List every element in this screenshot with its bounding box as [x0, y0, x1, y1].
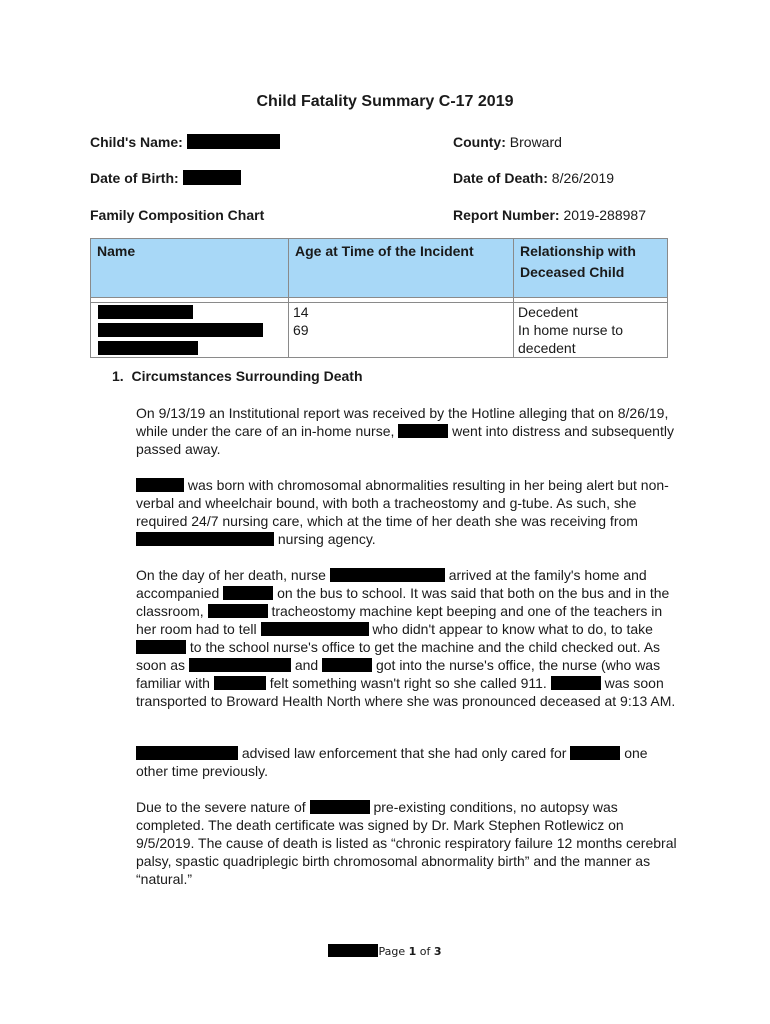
paragraph-text: who didn't appear to know what to do, to take: [372, 621, 653, 637]
paragraph-text: went into distress and subsequently passed away.: [136, 423, 674, 457]
paragraph-text: felt something wasn't right so she called 911.: [269, 675, 547, 691]
redaction: [187, 134, 280, 149]
page-number: 1: [408, 945, 417, 958]
redaction: [208, 604, 268, 618]
section-heading: 1. Circumstances Surrounding Death: [112, 368, 363, 384]
relationship-cell: [514, 303, 668, 358]
redaction: [136, 640, 186, 654]
paragraph-text: to the school nurse's office to get the machine and the child checked out. As soon as: [136, 639, 661, 673]
of-word: of: [419, 945, 431, 958]
county-value: Broward: [509, 134, 562, 150]
paragraph-text: was soon transported to Broward Health North where she was pronounced deceased at 9:13 AM.: [136, 675, 676, 709]
redaction: [551, 676, 601, 690]
paragraph-text: and: [294, 657, 319, 673]
dod-value: 8/26/2019: [551, 170, 615, 186]
age-value: 69: [293, 322, 309, 338]
redaction: [136, 478, 184, 492]
paragraph-text: one other time previously.: [136, 745, 648, 779]
family-chart-label: Family Composition Chart: [90, 207, 265, 223]
redaction: [330, 568, 445, 582]
column-header-name: Name: [91, 239, 289, 298]
age-cell: [289, 303, 514, 358]
redaction: [98, 323, 263, 337]
county-field: [453, 134, 562, 150]
page-footer: [0, 944, 770, 958]
report-number-field: [453, 207, 646, 223]
paragraph: [136, 744, 681, 780]
paragraph: [136, 404, 681, 458]
paragraph-text: arrived at the family's home and accompanied: [136, 567, 647, 601]
paragraph: [136, 476, 681, 548]
table-row: [91, 303, 668, 358]
age-value: 14: [293, 304, 309, 320]
redaction: [322, 658, 372, 672]
redaction: [398, 424, 448, 438]
paragraph-text: was born with chromosomal abnormalities resulting in her being alert but non-verbal and wheelchair bound, with both a tracheostomy and g-tube. As such, she required 24/7 nursing care, which at the time of her death she was receiving from: [136, 477, 669, 529]
family-composition-table: [90, 238, 668, 358]
redaction: [136, 532, 274, 546]
table-header-row: [91, 239, 668, 298]
redaction: [261, 622, 369, 636]
redaction: [98, 341, 198, 355]
column-header-age: Age at Time of the Incident: [289, 239, 514, 298]
paragraph-text: advised law enforcement that she had only cared for: [241, 745, 567, 761]
paragraph-text: Due to the severe nature of: [136, 799, 306, 815]
redaction: [183, 170, 241, 185]
dod-label: Date of Death:: [453, 170, 548, 186]
child-name-field: [90, 134, 280, 150]
report-value: 2019-288987: [563, 207, 646, 223]
paragraph: [136, 566, 681, 710]
paragraph-text: got into the nurse's office, the nurse (who was familiar with: [136, 657, 661, 691]
paragraph: [136, 798, 681, 888]
total-pages: 3: [433, 945, 442, 958]
report-label: Report Number:: [453, 207, 560, 223]
document-title: Child Fatality Summary C-17 2019: [256, 93, 514, 110]
child-name-label: Child's Name:: [90, 134, 183, 150]
column-header-relationship: Relationship with Deceased Child: [514, 239, 668, 298]
redaction: [136, 746, 238, 760]
page-word: Page: [378, 945, 406, 958]
redaction: [570, 746, 620, 760]
redaction: [310, 800, 370, 814]
redaction: [223, 586, 273, 600]
paragraph-text: nursing agency.: [277, 531, 376, 547]
paragraph-text: pre-existing conditions, no autopsy was completed. The death certificate was signed by Dr. Mark Stephen Rotlewicz on 9/5/2019. The cause of death is listed as “chronic respiratory failure 12 months cerebral palsy, spastic quadriplegic birth chromosomal abnormality birth” and the manner as “natural.”: [136, 799, 677, 887]
paragraph-text: On the day of her death, nurse: [136, 567, 326, 583]
paragraph-text: On 9/13/19 an Institutional report was received by the Hotline alleging that on 8/26/19, while under the care of an in-home nurse,: [136, 405, 669, 439]
redaction: [328, 944, 378, 957]
dob-field: [90, 170, 241, 186]
paragraph-text: tracheostomy machine kept beeping and one of the teachers in her room had to tell: [136, 603, 663, 637]
relationship-value: Decedent: [518, 304, 578, 320]
redaction: [214, 676, 266, 690]
redaction: [98, 305, 193, 319]
redaction: [189, 658, 291, 672]
county-label: County:: [453, 134, 506, 150]
paragraph-text: on the bus to school. It was said that both on the bus and in the classroom,: [136, 585, 670, 619]
dob-label: Date of Birth:: [90, 170, 179, 186]
name-cell: [91, 303, 289, 358]
dod-field: [453, 170, 614, 186]
relationship-value: In home nurse to decedent: [518, 322, 624, 356]
